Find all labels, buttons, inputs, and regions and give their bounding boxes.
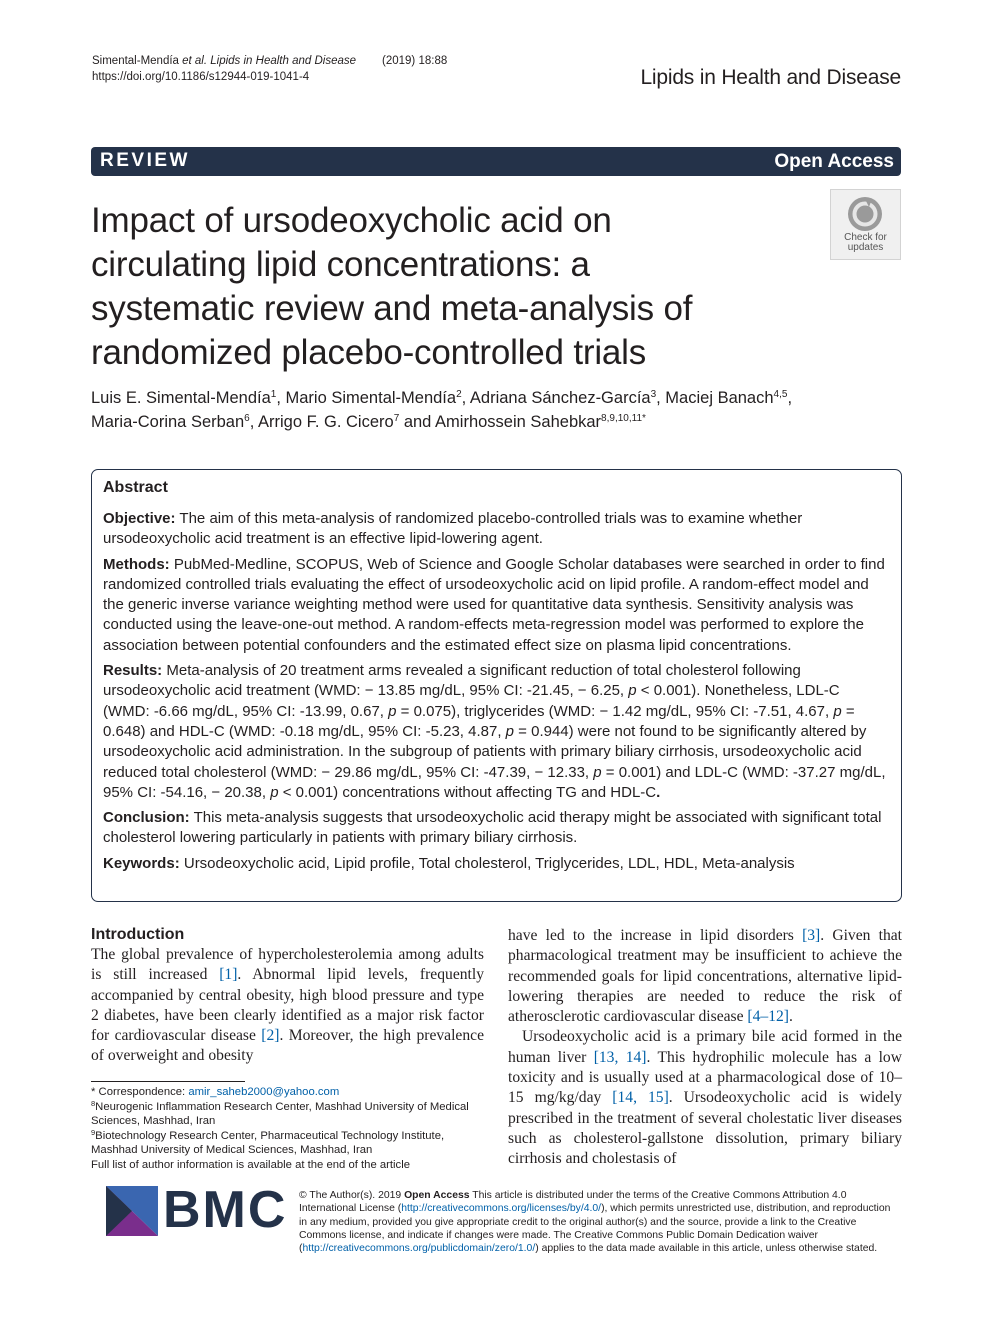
results-text: < 0.001). Nonetheless, LDL-C (WMD: -6.66 mg/dL, 95% CI: -13.99, 0.67,: [103, 682, 840, 720]
intro-paragraph-2: [508, 1027, 902, 1169]
open-access-label: Open Access: [774, 151, 894, 172]
objective-label: Objective:: [103, 510, 176, 527]
body-text: . This hydrophilic molecule has a low toxicity and is usually used at a pharmacological dose of 10–15 mg/kg/day: [508, 1048, 902, 1107]
check-updates-text: [830, 233, 901, 253]
license-part: ), which permits unrestricted use, distribution, and reproduction in any medium, provided you give appropriate credit to the original author(s) and the source, provide a link to the Creative Commons license, and indicate if changes were made. The Creative Commons Public Domain Dedication waiver (: [299, 1203, 891, 1255]
citation-ref[interactable]: [13, 14]: [593, 1048, 647, 1066]
author-name: , Mario Simental-Mendía: [276, 389, 457, 407]
correspondence-email[interactable]: amir_saheb2000@yahoo.com: [188, 1086, 340, 1098]
title-line: randomized placebo-controlled trials: [91, 333, 647, 372]
citation-ref[interactable]: [3]: [802, 927, 821, 944]
correspondence-label: * Correspondence:: [91, 1086, 189, 1098]
license-part: This article is distributed under the terms of the Creative Commons Attribution 4.0 International License (: [299, 1190, 847, 1215]
author-list: [91, 386, 871, 434]
title-line: systematic review and meta-analysis of: [91, 289, 693, 328]
doi-link[interactable]: https://doi.org/10.1186/s12944-019-1041-4: [92, 71, 310, 83]
check-updates-line1: Check for: [844, 232, 887, 243]
results-label: Results:: [103, 662, 163, 680]
correspondence: [91, 1085, 484, 1100]
abstract-methods: [103, 555, 888, 656]
journal-name: Lipids in Health and Disease: [640, 66, 901, 89]
results-text: = 0.001) and LDL-C (WMD: -37.27 mg/dL, 95% CI: -54.16, − 20.38,: [103, 763, 886, 801]
author-line-1: [91, 386, 871, 410]
results-end: .: [656, 783, 661, 801]
results-text: = 0.944) were not found to be significantly altered by ursodeoxycholic acid administration. In the subgroup of patients with primary biliary cirrhosis, ursodeoxycholic acid reduced total cholesterol (WMD: − 29.86 mg/dL, 95% CI: -47.39, − 12.33,: [103, 722, 867, 781]
body-text: have led to the increase in lipid disorders: [508, 927, 803, 944]
affiliation-text: Biotechnology Research Center, Pharmaceutical Technology Institute, Mashhad University of Medical Sciences, Mashhad, Iran: [91, 1129, 445, 1157]
author-name: , Maciej Banach: [656, 389, 774, 407]
body-text: .: [789, 1008, 793, 1026]
license-link-cc-by[interactable]: http://creativecommons.org/licenses/by/4.0/: [401, 1203, 602, 1215]
p-symbol: p: [833, 702, 842, 720]
citation-ref[interactable]: [14, 15]: [612, 1089, 669, 1107]
citation-etal: et al.: [182, 55, 208, 67]
body-column-left: [91, 925, 484, 1067]
title-line: circulating lipid concentrations: a: [91, 245, 590, 284]
keywords-text: Ursodeoxycholic acid, Lipid profile, Total cholesterol, Triglycerides, LDL, HDL, Meta-analysis: [179, 854, 795, 872]
license-part: ) applies to the data made available in this article, unless otherwise stated.: [535, 1243, 878, 1255]
body-text: . Given that pharmacological treatment may be insufficient to achieve the recommended goals for lipid concentrations, alternative lipid-lowering therapies are needed to reduce the risk of atherosclerotic cardiovascular disease: [508, 927, 902, 1026]
license-text: [299, 1189, 899, 1255]
results-text: Meta-analysis of 20 treatment arms revealed a significant reduction of total cholesterol following ursodeoxycholic acid treatment (WMD: − 13.85 mg/dL, 95% CI: -21.45, − 6.25,: [103, 662, 801, 700]
abstract-objective: [103, 509, 888, 550]
license-link-cc0[interactable]: http://creativecommons.org/publicdomain/zero/1.0/: [302, 1243, 536, 1255]
results-text: = 0.648) and HDL-C (WMD: -0.18 mg/dL, 95% CI: -5.23, 4.87,: [103, 702, 855, 740]
author-affiliation-sup: 8,9,10,11*: [601, 413, 646, 424]
results-text: < 0.001) concentrations without affecting TG and HDL-C: [278, 783, 657, 801]
full-author-info-note: Full list of author information is available at the end of the article: [91, 1158, 410, 1171]
intro-paragraph-1: [91, 945, 484, 1067]
bmc-logo-text: BMC: [163, 1181, 288, 1239]
objective-text: The aim of this meta-analysis of randomized placebo-controlled trials was to examine whether ursodeoxycholic acid treatment is an effective lipid-lowering agent.: [103, 510, 803, 548]
body-text: The global prevalence of hypercholesterolemia among adults is still increased: [91, 946, 484, 984]
affiliation-text: Neurogenic Inflammation Research Center, Mashhad University of Medical Sciences, Mashhad, Iran: [91, 1100, 469, 1128]
conclusion-text: This meta-analysis suggests that ursodeoxycholic acid therapy might be associated with significant total cholesterol lowering particularly in patients with primary biliary cirrhosis.: [103, 809, 882, 847]
author-name: and Amirhossein Sahebkar: [399, 413, 602, 431]
p-symbol: p: [593, 763, 602, 781]
bmc-logo-icon: [106, 1186, 158, 1236]
p-symbol: p: [628, 682, 637, 700]
footnotes: [91, 1085, 484, 1173]
intro-paragraph-1-cont: [508, 926, 902, 1027]
check-updates-line2: updates: [847, 242, 884, 253]
author-name: , Adriana Sánchez-García: [461, 389, 651, 407]
abstract-conclusion: [103, 808, 888, 849]
affiliation-sup: 8: [91, 1098, 96, 1108]
title-line: Impact of ursodeoxycholic acid on: [91, 201, 612, 240]
citation-ref[interactable]: [2]: [261, 1027, 280, 1045]
citation-header: [92, 53, 447, 85]
author-affiliation-sup: 3: [650, 389, 657, 400]
body-text: . Moreover, the high prevalence of overweight and obesity: [91, 1027, 484, 1065]
citation-line: [92, 53, 447, 69]
check-updates-icon: [846, 195, 884, 233]
abstract-body: [103, 509, 888, 879]
affiliation-sup: 9: [91, 1127, 96, 1137]
author-name: Luis E. Simental-Mendía: [91, 389, 271, 407]
affiliation-9: [91, 1129, 484, 1158]
author-affiliation-sup: 2: [456, 389, 462, 400]
p-symbol: p: [270, 783, 279, 801]
p-symbol: p: [505, 722, 515, 740]
footnote-rule: [91, 1081, 245, 1082]
citation-authors: Simental-Mendía: [92, 55, 183, 67]
article-type-label: REVIEW: [100, 150, 190, 171]
author-name: , Arrigo F. G. Cicero: [249, 413, 394, 431]
citation-year: (2019) 18:88: [382, 55, 448, 67]
citation-ref[interactable]: [4–12]: [747, 1008, 789, 1026]
methods-text: PubMed-Medline, SCOPUS, Web of Science and Google Scholar databases were searched in order to find randomized controlled trials evaluating the effect of ursodeoxycholic acid on lipid profile. A random-effect model and the generic inverse variance weighting method were used for quantitative data synthesis. Sensitivity analysis was conducted using the leave-one-out method. A random-effects meta-regression model was performed to explore the association between potential confounders and the estimated effect size on plasma lipid concentrations.: [103, 555, 885, 654]
license-part: © The Author(s). 2019: [299, 1190, 405, 1201]
affiliation-8: [91, 1100, 484, 1129]
methods-label: Methods:: [103, 555, 170, 573]
author-affiliation-sup: 4,5: [773, 389, 788, 400]
body-column-right: [508, 926, 902, 1170]
citation-journal: Lipids in Health and Disease: [207, 55, 357, 67]
license-open-access: Open Access: [404, 1190, 470, 1201]
body-text: Ursodeoxycholic acid is a primary bile acid formed in the human liver: [508, 1028, 902, 1066]
p-symbol: p: [388, 702, 397, 720]
results-text: = 0.075), triglycerides (WMD: − 1.42 mg/dL, 95% CI: -7.51, 4.67,: [396, 702, 834, 720]
citation-ref[interactable]: [1]: [219, 966, 238, 984]
author-affiliation-sup: 1: [270, 389, 277, 400]
author-separator: ,: [787, 389, 793, 407]
author-name: Maria-Corina Serban: [91, 413, 245, 431]
abstract-heading: Abstract: [103, 479, 168, 496]
keywords-label: Keywords:: [103, 854, 180, 872]
introduction-heading: Introduction: [91, 926, 185, 943]
article-title: [91, 199, 791, 375]
author-line-2: [91, 410, 871, 434]
conclusion-label: Conclusion:: [103, 809, 190, 827]
author-affiliation-sup: 6: [244, 413, 250, 424]
abstract-keywords: [103, 854, 888, 874]
abstract-results: [103, 661, 888, 803]
author-affiliation-sup: 7: [393, 413, 400, 424]
body-text: . Abnormal lipid levels, frequently accompanied by central obesity, high blood pressure and type 2 diabetes, have been clearly identified as a major risk factor for cardiovascular disease: [91, 966, 484, 1045]
body-text: . Ursodeoxycholic acid is widely prescribed in the treatment of several cholestatic liver diseases such as cholesterol-gallstone dissolution, primary biliary cirrhosis and cholestasis of: [508, 1089, 902, 1168]
